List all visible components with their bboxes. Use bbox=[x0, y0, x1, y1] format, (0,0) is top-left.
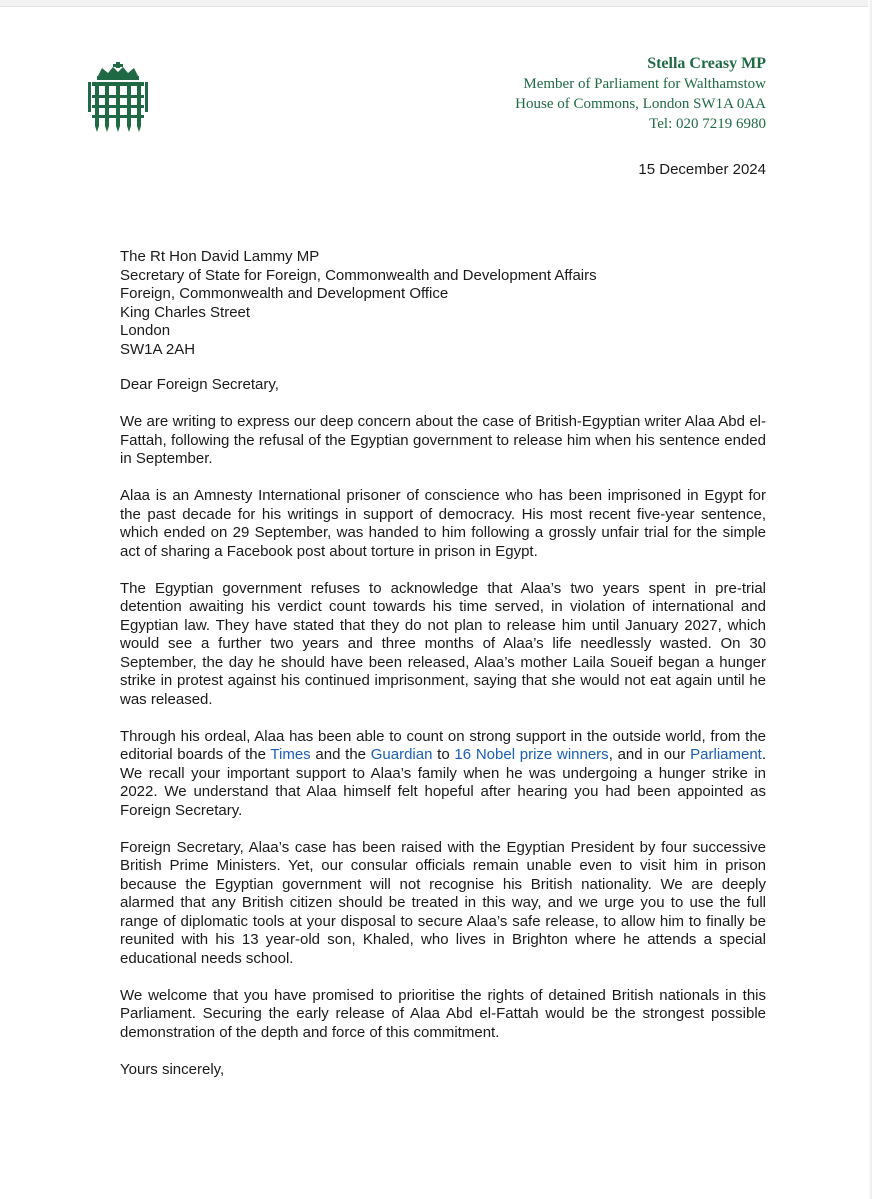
paragraph-4-text-4: , and in our bbox=[608, 746, 691, 763]
letter-date: 15 December 2024 bbox=[638, 161, 766, 178]
recipient-title: Secretary of State for Foreign, Commonwealth and Development Affairs bbox=[120, 266, 597, 284]
mp-name: Stella Creasy MP bbox=[647, 55, 766, 72]
paragraph-4 bbox=[120, 728, 766, 821]
paragraph-4-text-3: to bbox=[432, 746, 455, 763]
paragraph-2: Alaa is an Amnesty International prisoner of conscience who has been imprisoned in Egypt for the past decade for his writings in support of democracy. His most recent five-year sentence, which ended on 29 September, was handed to him following a grossly unfair trial for the simple act of sharing a Facebook post about torture in prison in Egypt. bbox=[120, 487, 766, 560]
recipient-address bbox=[120, 248, 597, 359]
recipient-office: Foreign, Commonwealth and Development Office bbox=[120, 285, 449, 302]
recipient-name: The Rt Hon David Lammy MP bbox=[120, 248, 320, 265]
salutation: Dear Foreign Secretary, bbox=[120, 376, 279, 393]
letterhead bbox=[515, 54, 766, 134]
paragraph-5: Foreign Secretary, Alaa’s case has been raised with the Egyptian President by four successive British Prime Ministers. Yet, our consular officials remain unable even to visit him in prison because the Egyptian government will not recognise his British nationality. We are deeply alarmed that any British citizen should be treated in this way, and we urge you to use the full range of diplomatic tools at your disposal to secure Alaa’s safe release, to allow him to finally be reunited with his 13 year-old son, Khaled, who lives in Brighton where he attends a special educational needs school. bbox=[120, 838, 766, 967]
parliament-link[interactable]: Parliament bbox=[690, 746, 762, 763]
recipient-city: London bbox=[120, 322, 171, 339]
portcullis-icon bbox=[86, 62, 150, 134]
paragraph-4-text-2: and the bbox=[310, 746, 371, 763]
page-right-edge bbox=[868, 0, 872, 1199]
times-link[interactable]: Times bbox=[270, 746, 311, 763]
paragraph-1: We are writing to express our deep concern about the case of British-Egyptian writer Alaa Abd el-Fattah, following the refusal of the Egyptian government to release him when his sentence ended in September. bbox=[120, 413, 766, 467]
guardian-link[interactable]: Guardian bbox=[370, 746, 433, 763]
mp-address: House of Commons, London SW1A 0AA bbox=[515, 96, 766, 112]
paragraph-4-text-5: . We recall your important support to Alaa’s family when he was undergoing a hunger strike in 2022. We understand that Alaa himself felt hopeful after hearing you had been appointed as Foreign Secretary. bbox=[120, 746, 767, 819]
paragraph-6: We welcome that you have promised to prioritise the rights of detained British nationals in this Parliament. Securing the early release of Alaa Abd el-Fattah would be the strongest possible demonstration of the depth and force of this commitment. bbox=[120, 986, 766, 1041]
recipient-street: King Charles Street bbox=[120, 303, 251, 321]
paragraph-3: The Egyptian government refuses to acknowledge that Alaa’s two years spent in pre-trial detention awaiting his verdict count towards his time served, in violation of international and Egyptian law. They have stated that they do not plan to release him until January 2027, which would see a further two years and three months of Alaa’s life needlessly wasted. On 30 September, the day he should have been released, Alaa’s mother Laila Soueif began a hunger strike in protest against his continued imprisonment, saying that she would not eat again until he was released. bbox=[120, 579, 766, 708]
letter-body bbox=[120, 376, 766, 1098]
nobel-winners-link[interactable]: 16 Nobel prize winners bbox=[454, 746, 609, 763]
mp-role: Member of Parliament for Walthamstow bbox=[523, 76, 766, 92]
closing: Yours sincerely, bbox=[120, 1060, 225, 1078]
page-top-edge bbox=[0, 0, 872, 7]
mp-telephone: Tel: 020 7219 6980 bbox=[649, 116, 766, 132]
recipient-postcode: SW1A 2AH bbox=[120, 340, 196, 358]
paragraph-4-text-1: Through his ordeal, Alaa has been able to count on strong support in the outside world, from the editorial boards of the bbox=[120, 727, 766, 763]
